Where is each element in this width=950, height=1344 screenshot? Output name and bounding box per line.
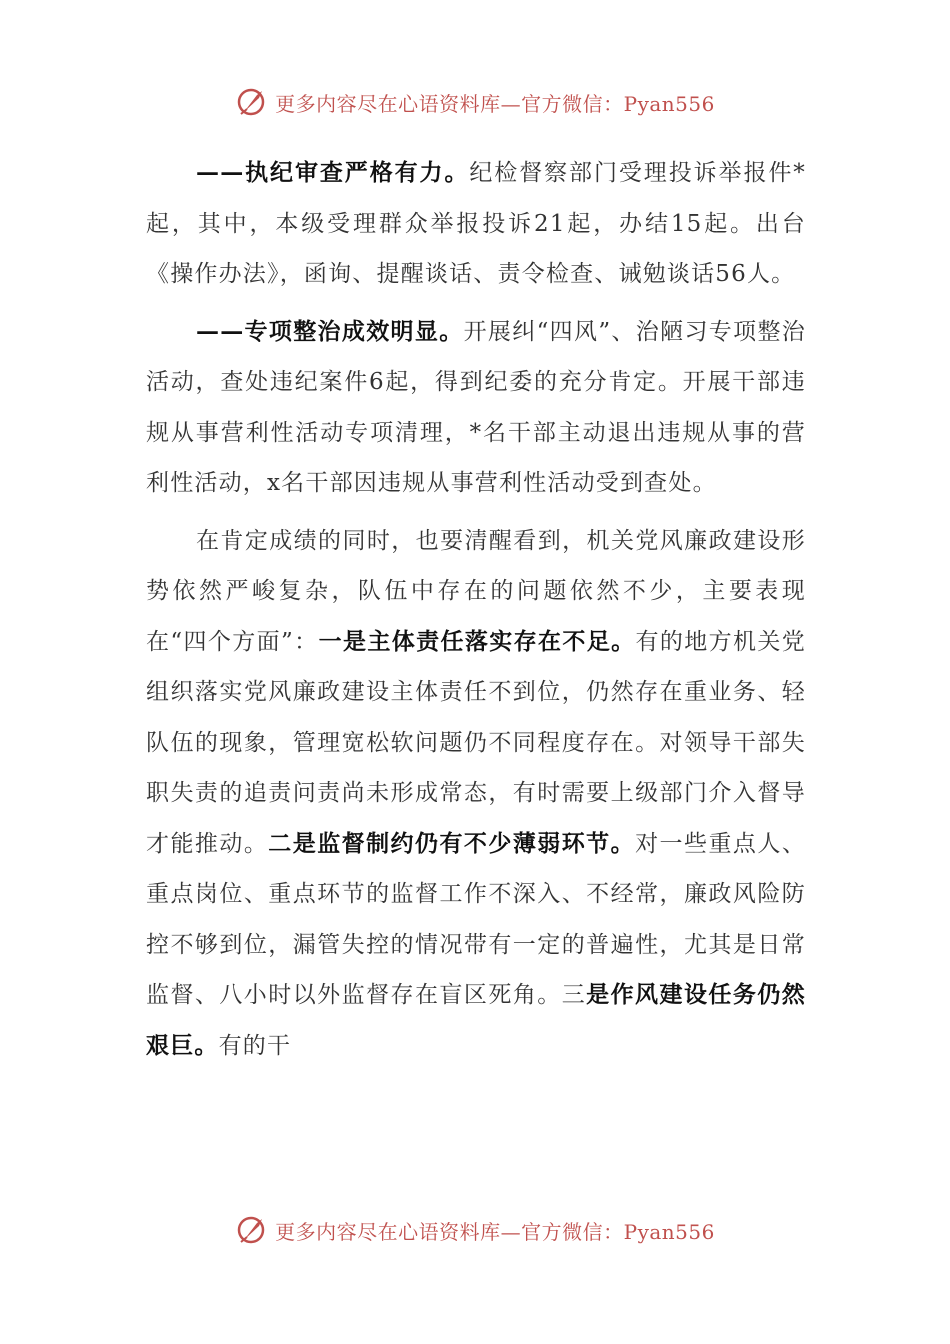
paragraph-lead: ——专项整治成效明显。 bbox=[196, 317, 464, 345]
paragraph-special-rectification bbox=[146, 307, 806, 509]
footer-wechat-id: Pyan556 bbox=[623, 1219, 715, 1244]
problem-three-heading: 是作风建设任务仍然艰巨。 bbox=[146, 981, 806, 1059]
paragraph-discipline-review bbox=[146, 148, 806, 300]
paragraph-body: 开展纠“四风”、治陋习专项整治活动，查处违纪案件6起，得到纪委的充分肯定。开展干部违规从事营利性活动专项清理，*名干部主动退出违规从事的营利性活动，x名干部因违规从事营利性活动受到查处。 bbox=[146, 318, 806, 496]
paragraph-problems bbox=[146, 516, 806, 1072]
paragraph-sentence: 在肯定成绩的同时，也要清醒看到，机关党风廉政建设形势依然严峻复杂，队伍中存在的问题依然不少，主要表现在“四个方面”： bbox=[146, 527, 806, 655]
paragraph-sentence: 有的干 bbox=[218, 1032, 292, 1059]
header-banner bbox=[0, 82, 950, 122]
footer-banner bbox=[0, 1210, 950, 1250]
paragraph-sentence: 对一些重点人、重点岗位、重点环节的监督工作不深入、不经常，廉政风险防控不够到位，漏管失控的情况带有一定的普遍性，尤其是日常监督、八小时以外监督存在盲区死角。三 bbox=[146, 830, 807, 1008]
document-body bbox=[146, 148, 806, 1078]
problem-one-heading: 一是主体责任落实存在不足。 bbox=[318, 627, 636, 655]
paragraph-body: 纪检督察部门受理投诉举报件*起，其中，本级受理群众举报投诉21起，办结15起。出台《操作办法》，函询、提醒谈话、责令检查、诫勉谈话56人。 bbox=[146, 160, 806, 287]
quill-logo-icon bbox=[235, 1213, 269, 1247]
paragraph-sentence: 有的地方机关党组织落实党风廉政建设主体责任不到位，仍然存在重业务、轻队伍的现象，管理宽松软问题仍不同程度存在。对领导干部失职失责的追责问责尚未形成常态，有时需要上级部门介入督导才能推动。 bbox=[146, 628, 806, 857]
problem-two-heading: 二是监督制约仍有不少薄弱环节。 bbox=[268, 829, 636, 857]
paragraph-lead: ——执纪审查严格有力。 bbox=[196, 159, 470, 186]
header-wechat-id: Pyan556 bbox=[623, 91, 715, 116]
footer-banner-text: 更多内容尽在心语资料库—官方微信：Pyan556 bbox=[275, 1219, 715, 1244]
quill-logo-icon bbox=[235, 85, 269, 119]
header-banner-text: 更多内容尽在心语资料库—官方微信：Pyan556 bbox=[275, 91, 715, 116]
